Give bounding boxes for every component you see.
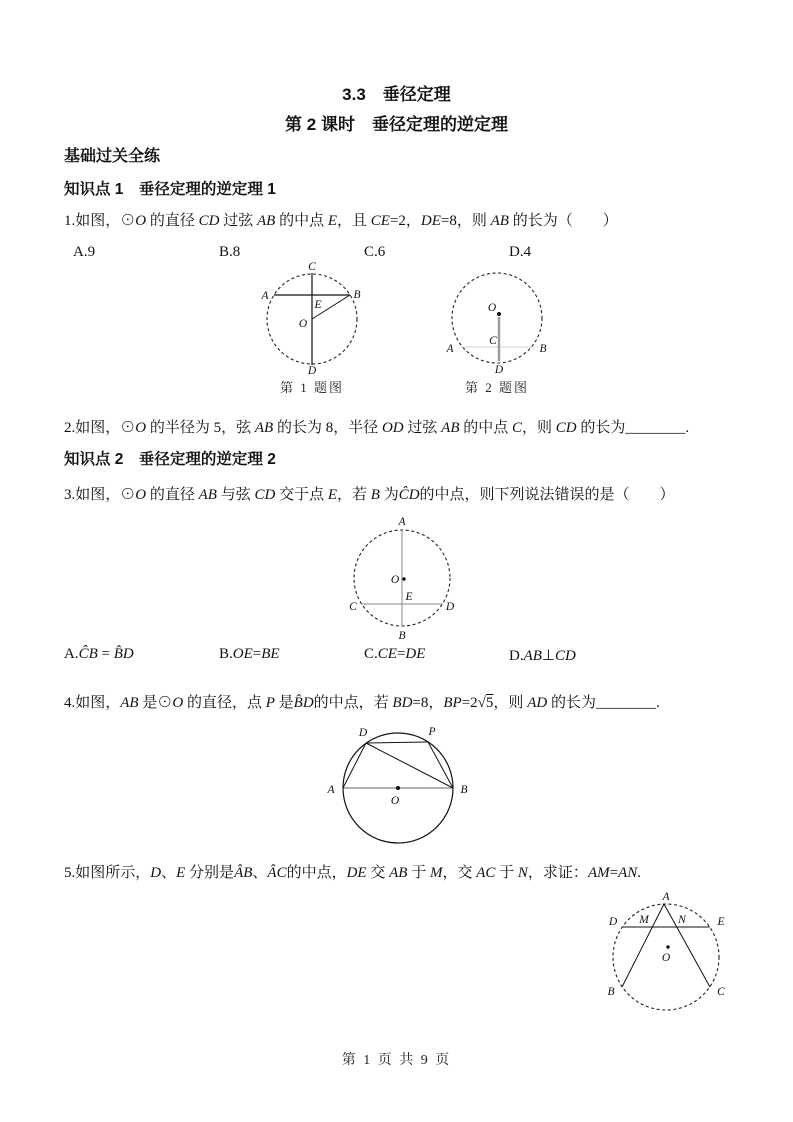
question-1-option-a: A.9	[73, 244, 96, 260]
fig3-label-b: B	[398, 630, 406, 641]
figure-2-diagram	[436, 261, 558, 375]
fig3-label-c: C	[349, 601, 357, 613]
fig5-label-e: E	[717, 916, 725, 928]
knowledge-point-1: 知识点 1 垂径定理的逆定理 1	[64, 181, 276, 198]
figure-5-diagram	[592, 889, 744, 1021]
fig2-label-d: D	[494, 364, 504, 375]
figure-4-diagram	[318, 721, 480, 849]
knowledge-point-2: 知识点 2 垂径定理的逆定理 2	[64, 451, 276, 468]
question-3-option-c: C.CE=DE	[364, 646, 426, 662]
fig4-label-a: A	[327, 784, 335, 796]
fig4-label-p: P	[428, 726, 436, 738]
fig3-label-o: O	[390, 574, 400, 586]
fig1-label-d: D	[307, 365, 317, 375]
question-3-option-b: B.OE=BE	[219, 646, 280, 662]
fig1-label-c: C	[308, 261, 316, 273]
fig5-label-n: N	[678, 914, 686, 926]
fig3-label-d: D	[445, 601, 455, 613]
fig5-label-m: M	[639, 914, 649, 926]
fig2-label-c: C	[489, 335, 497, 347]
fig1-label-o: O	[298, 318, 308, 330]
fig5-label-o: O	[661, 952, 671, 964]
fig4-label-o: O	[390, 795, 400, 807]
question-5-text: 5.如图所示，D、E 分别是ÂB、ÂC的中点，DE 交 AB 于 M，交 AC 于 N，求证：AM=AN.	[64, 865, 641, 881]
fig2-label-o: O	[487, 302, 497, 314]
question-3-text: 3.如图，⊙O 的直径 AB 与弦 CD 交于点 E，若 B 为ĈD的中点，则下列说法错误的是（ ）	[64, 487, 675, 503]
question-4-text: 4.如图，AB 是⊙O 的直径，点 P 是B̂D的中点，若 BD=8，BP=2√5，则 AD 的长为________.	[64, 695, 660, 711]
fig1-label-b: B	[353, 289, 361, 301]
figure-1-diagram	[250, 261, 374, 375]
fig4-label-d: D	[358, 727, 368, 739]
question-1-option-c: C.6	[364, 244, 386, 260]
section-heading-practice: 基础过关全练	[64, 148, 161, 165]
fig2-label-a: A	[446, 343, 454, 355]
figure-2-caption: 第 2 题图	[464, 380, 529, 395]
fig2-label-b: B	[539, 343, 547, 355]
question-2-text: 2.如图，⊙O 的半径为 5，弦 AB 的长为 8，半径 OD 过弦 AB 的中点 C，则 CD 的长为________.	[64, 420, 690, 436]
lesson-subtitle: 第 2 课时 垂径定理的逆定理	[285, 115, 508, 134]
fig5-label-b: B	[607, 986, 615, 998]
page-footer: 第 1 页 共 9 页	[341, 1053, 452, 1068]
fig3-label-e: E	[405, 591, 413, 603]
fig4-label-b: B	[460, 784, 468, 796]
page-title: 3.3 垂径定理	[342, 85, 451, 104]
fig1-label-a: A	[261, 290, 269, 302]
fig5-label-a: A	[662, 891, 670, 903]
question-1-text: 1.如图，⊙O 的直径 CD 过弦 AB 的中点 E，且 CE=2，DE=8，则 AB 的长为（ ）	[64, 213, 618, 229]
question-1-option-b: B.8	[219, 244, 241, 260]
figure-1-caption: 第 1 题图	[279, 380, 344, 395]
fig5-label-c: C	[717, 986, 725, 998]
fig5-label-d: D	[608, 916, 618, 928]
figure-3-diagram	[336, 511, 468, 641]
question-1-option-d: D.4	[509, 244, 532, 260]
fig1-label-e: E	[314, 299, 322, 311]
question-3-option-d: D.AB⊥CD	[509, 648, 576, 664]
fig3-label-a: A	[398, 516, 406, 528]
question-3-option-a: A.ĈB = B̂D	[64, 646, 134, 662]
